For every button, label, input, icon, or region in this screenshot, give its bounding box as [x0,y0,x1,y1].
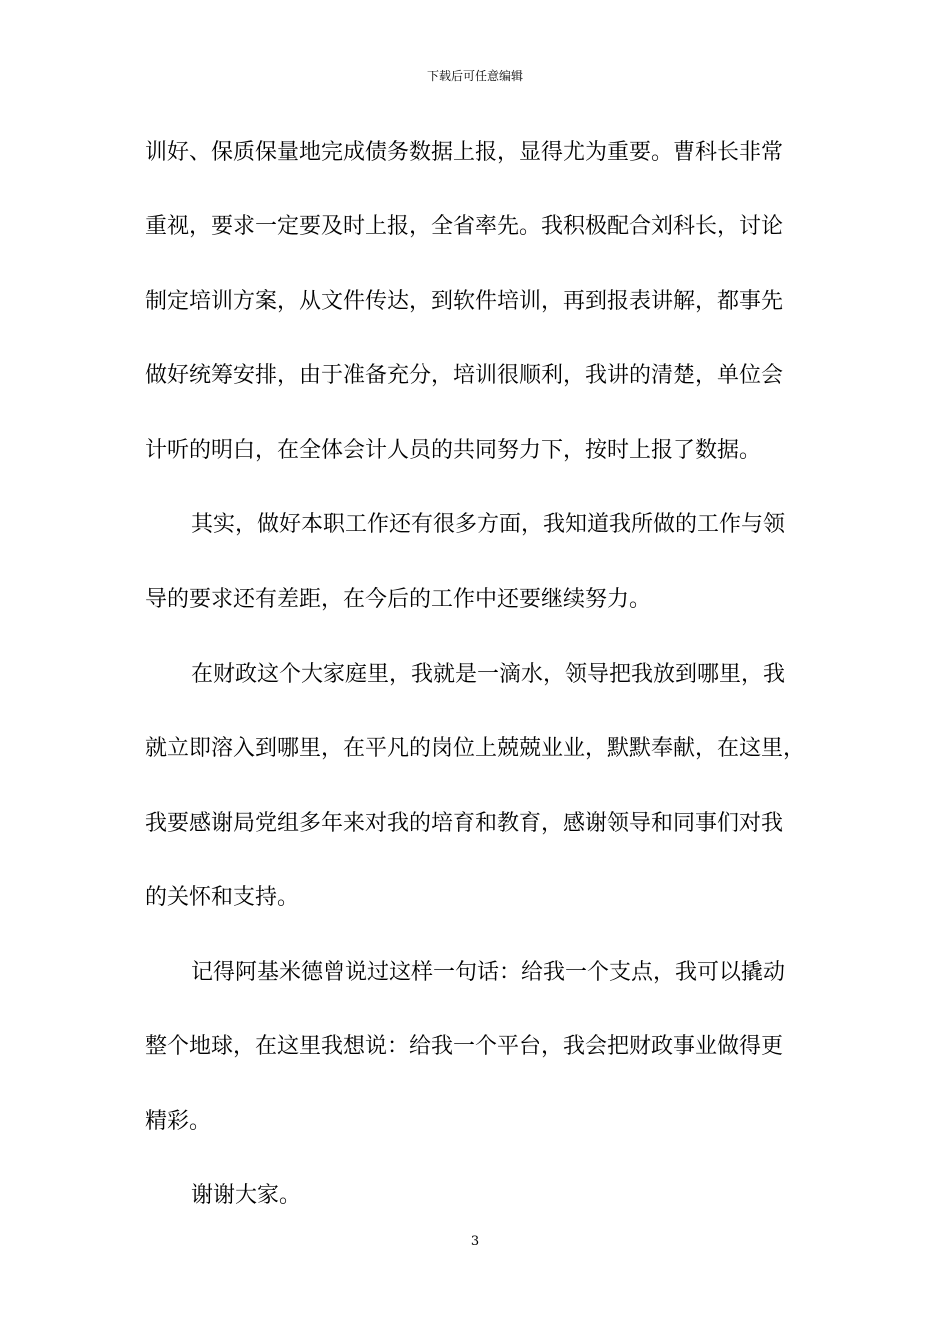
text-line: 精彩。 [145,1109,212,1134]
page-number: 3 [470,1234,480,1249]
text-line: 重视，要求一定要及时上报，全省率先。我积极配合刘科长，讨论 [145,214,784,239]
text-line: 的关怀和支持。 [145,885,300,910]
text-line: 导的要求还有差距，在今后的工作中还要继续努力。 [145,587,652,612]
closing-line: 谢谢大家。 [191,1183,302,1208]
text-line: 就立即溶入到哪里，在平凡的岗位上兢兢业业，默默奉献，在这里， [145,736,806,761]
text-line: 制定培训方案，从文件传达，到软件培训，再到报表讲解，都事先 [145,289,784,314]
paragraph-first-line: 其实，做好本职工作还有很多方面，我知道我所做的工作与领 [191,512,786,537]
text-line: 训好、保质保量地完成债务数据上报，显得尤为重要。曹科长非常 [145,140,784,165]
text-line: 计听的明白，在全体会计人员的共同努力下，按时上报了数据。 [145,438,762,463]
paragraph-first-line: 记得阿基米德曾说过这样一句话：给我一个支点，我可以撬动 [191,960,786,985]
paragraph-first-line: 在财政这个大家庭里，我就是一滴水，领导把我放到哪里，我 [191,662,786,687]
text-line: 我要感谢局党组多年来对我的培育和教育，感谢领导和同事们对我 [145,811,784,836]
text-line: 整个地球，在这里我想说：给我一个平台，我会把财政事业做得更 [145,1034,784,1059]
page-header: 下载后可任意编辑 [426,69,523,83]
text-line: 做好统筹安排，由于准备充分，培训很顺利，我讲的清楚，单位会 [145,363,784,388]
